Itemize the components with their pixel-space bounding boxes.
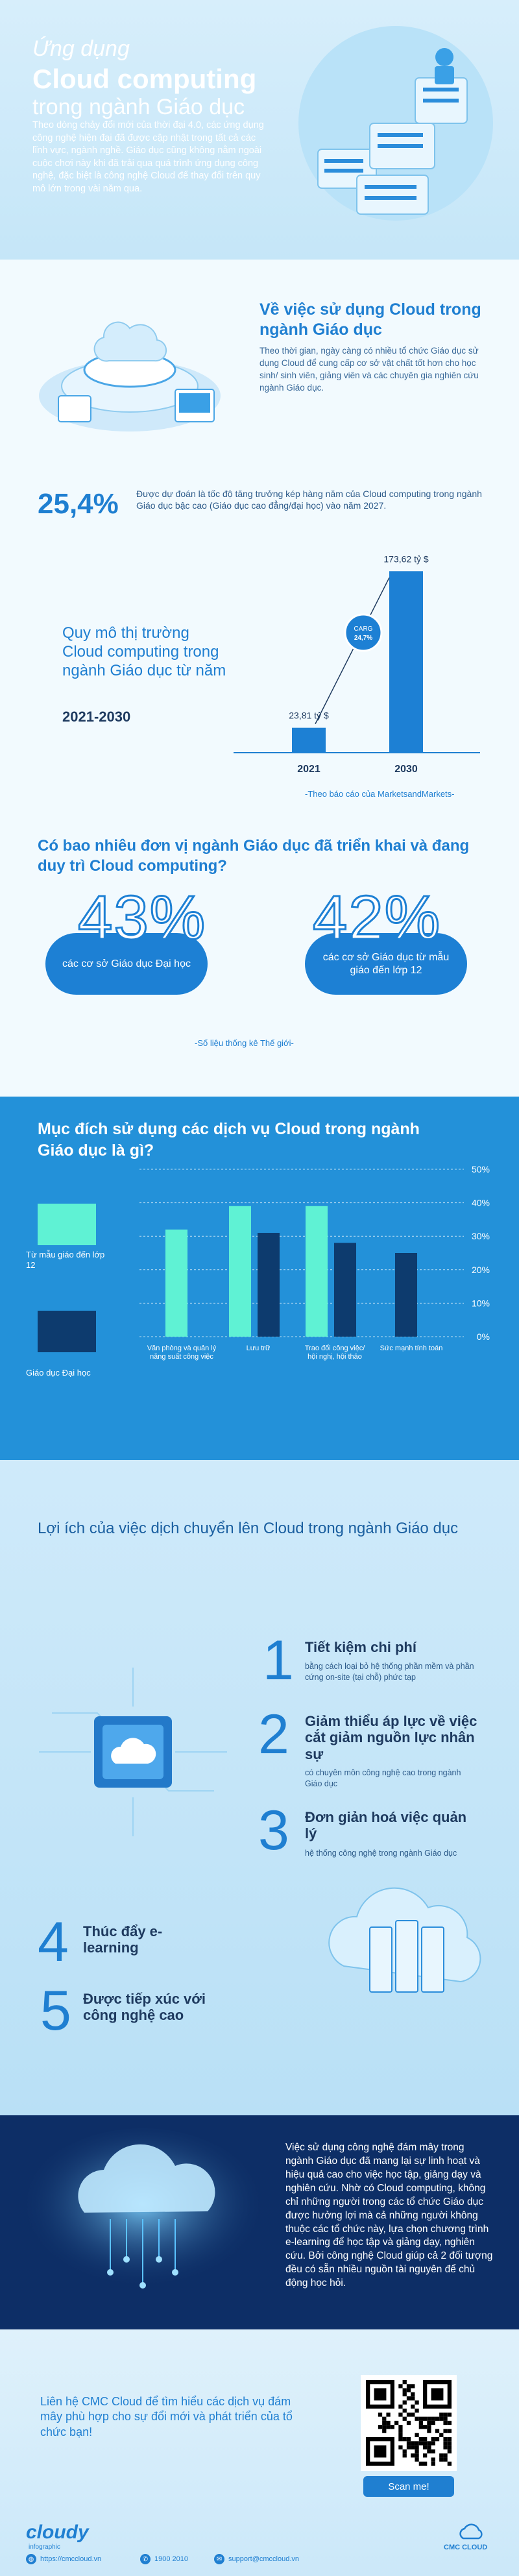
- purpose-bar: [229, 1206, 251, 1337]
- qr-module: [419, 2421, 423, 2425]
- growth-description: Được dự đoán là tốc độ tăng trưởng kép hàng năm của Cloud computing trong ngành Giáo dục bậc cao (Giáo dục cao đẳng/đại học) vào năm 2027.: [136, 489, 482, 511]
- market-value-label: 23,81 tỷ $: [289, 710, 329, 721]
- qr-module: [448, 2462, 452, 2466]
- qr-module: [443, 2446, 447, 2449]
- qr-module: [443, 2441, 447, 2445]
- qr-module: [443, 2429, 447, 2433]
- benefit-3-number: 3: [258, 1799, 289, 1862]
- legend-swatch-k12: [38, 1204, 96, 1245]
- purpose-bar: [258, 1233, 280, 1337]
- qr-module: [448, 2421, 452, 2425]
- qr-module: [411, 2392, 415, 2396]
- qr-module: [439, 2433, 443, 2437]
- qr-module: [403, 2388, 407, 2392]
- category-label: [299, 1344, 370, 1390]
- qr-module: [386, 2412, 390, 2416]
- qr-module: [378, 2425, 382, 2429]
- category-label-text: Trao đổi công việc/ hội nghị, hội thảo: [304, 1344, 365, 1361]
- growth-percent: 25,4%: [38, 488, 119, 520]
- qr-module: [415, 2453, 418, 2457]
- qr-module: [403, 2437, 407, 2441]
- qr-module: [382, 2429, 386, 2433]
- server-stack-illustration: [279, 26, 493, 240]
- qr-module: [427, 2425, 431, 2429]
- header-line3: trong ngành Giáo dục: [32, 95, 245, 119]
- qr-module: [411, 2412, 415, 2416]
- qr-module: [423, 2417, 427, 2421]
- footer-email[interactable]: [214, 2554, 299, 2564]
- benefit-3-desc: hệ thống công nghệ trong ngành Giáo dục: [305, 1849, 457, 1858]
- qr-module: [415, 2433, 418, 2437]
- qr-module: [439, 2453, 443, 2457]
- qr-module: [398, 2425, 402, 2429]
- legend-swatch-university: [38, 1311, 96, 1352]
- units-section: [0, 818, 519, 1097]
- contact-section: [0, 2329, 519, 2576]
- qr-module: [407, 2388, 411, 2392]
- qr-module: [403, 2453, 407, 2457]
- y-tick-label: 0%: [476, 1331, 490, 1342]
- qr-module: [431, 2421, 435, 2425]
- cagr-connector: [315, 577, 389, 723]
- brand-logo-cloudy: cloudy: [26, 2521, 89, 2543]
- qr-module: [443, 2457, 447, 2461]
- qr-module: [411, 2441, 415, 2445]
- qr-module: [435, 2437, 439, 2441]
- footer-phone[interactable]: [140, 2554, 188, 2564]
- qr-module: [419, 2425, 423, 2429]
- qr-module: [443, 2421, 447, 2425]
- benefit-1-title: Tiết kiệm chi phí: [305, 1639, 416, 1655]
- qr-module: [419, 2437, 423, 2441]
- qr-module: [448, 2437, 452, 2441]
- footer-website[interactable]: [26, 2554, 101, 2564]
- benefit-3-title: Đơn giản hoá việc quản lý: [305, 1809, 467, 1842]
- cloud-server-illustration: [311, 1862, 493, 2018]
- footer-website-text: https://cmccloud.vn: [40, 2555, 102, 2563]
- usage-text: Theo thời gian, ngày càng có nhiều tổ chức Giáo dục sử dụng Cloud để cung cấp cơ sở vật chất tốt hơn cho học sinh/ sinh viên, giảng viên và các chuyên gia nghiên cứu ngành Giáo dục.: [260, 346, 479, 393]
- summary-section: [0, 2115, 519, 2329]
- stat1-value: 43%: [78, 883, 207, 953]
- qr-module: [431, 2441, 435, 2445]
- qr-module: [419, 2441, 423, 2445]
- stat1-label: các cơ sở Giáo dục Đại học: [62, 958, 191, 969]
- qr-module: [448, 2441, 452, 2445]
- header-section: [0, 0, 519, 260]
- qr-module: [423, 2441, 427, 2445]
- brand-logo-cmc: CMC CLOUD: [444, 2544, 488, 2551]
- benefit-1-number: 1: [263, 1629, 294, 1692]
- scan-me-button[interactable]: Scan me!: [363, 2476, 454, 2497]
- category-label: [146, 1344, 217, 1390]
- category-label-text: Lưu trữ: [246, 1344, 271, 1352]
- market-section: [0, 467, 519, 818]
- purpose-title: Mục đích sử dụng các dịch vụ Cloud trong ngành Giáo dục là gì?: [38, 1120, 420, 1160]
- cagr-badge: [345, 614, 381, 651]
- footer-phone-text: 1900 2010: [154, 2555, 188, 2563]
- qr-module: [427, 2441, 431, 2445]
- qr-module: [427, 2421, 431, 2425]
- qr-module: [439, 2417, 443, 2421]
- qr-module: [391, 2425, 394, 2429]
- qr-module: [411, 2384, 415, 2388]
- qr-module: [407, 2396, 411, 2400]
- qr-module: [427, 2449, 431, 2453]
- benefit-5-title: Được tiếp xúc với công nghệ cao: [83, 1991, 206, 2024]
- y-tick-label: 10%: [471, 1298, 490, 1309]
- brand-logo-sub: infographic: [29, 2544, 60, 2551]
- purpose-bar-chart: [139, 1161, 503, 1447]
- qr-module: [411, 2405, 415, 2409]
- usage-section: [0, 260, 519, 467]
- benefits-title: Lợi ích của việc dịch chuyển lên Cloud trong ngành Giáo dục: [38, 1520, 459, 1537]
- market-value-label: 173,62 tỷ $: [383, 553, 429, 565]
- qr-module: [427, 2417, 431, 2421]
- market-category-label: 2030: [394, 764, 418, 775]
- qr-module: [435, 2429, 439, 2433]
- cmc-cloud-logo-icon: [458, 2523, 484, 2541]
- qr-module: [423, 2462, 427, 2466]
- qr-module: [443, 2412, 447, 2416]
- qr-module: [382, 2417, 386, 2421]
- benefit-2-desc: có chuyên môn công nghệ cao trong ngành Giáo dục: [305, 1768, 461, 1788]
- qr-module: [386, 2421, 390, 2425]
- qr-module: [448, 2449, 452, 2453]
- purpose-bar: [395, 1253, 417, 1337]
- qr-module: [403, 2417, 407, 2421]
- qr-module: [448, 2412, 452, 2416]
- qr-module: [448, 2446, 452, 2449]
- qr-module: [411, 2446, 415, 2449]
- qr-module: [407, 2446, 411, 2449]
- qr-module: [431, 2437, 435, 2441]
- qr-module: [415, 2441, 418, 2445]
- benefit-2-title: Giảm thiểu áp lực về việc cắt giảm nguồn lực nhân sự: [305, 1713, 477, 1762]
- mail-icon: ✉: [214, 2554, 224, 2564]
- qr-module: [403, 2400, 407, 2404]
- usage-title: Về việc sử dụng Cloud trong ngành Giáo dục: [260, 300, 481, 339]
- qr-finder-core: [374, 2446, 387, 2458]
- qr-module: [398, 2446, 402, 2449]
- qr-module: [407, 2437, 411, 2441]
- qr-module: [427, 2429, 431, 2433]
- purpose-bar: [334, 1243, 356, 1337]
- purpose-section: [0, 1097, 519, 1460]
- qr-module: [415, 2449, 418, 2453]
- qr-module: [394, 2421, 398, 2425]
- qr-module: [443, 2417, 447, 2421]
- qr-module: [415, 2457, 418, 2461]
- cagr-value: 24,7%: [354, 635, 373, 642]
- qr-module: [398, 2412, 402, 2416]
- qr-module: [423, 2453, 427, 2457]
- qr-module: [415, 2400, 418, 2404]
- qr-module: [431, 2449, 435, 2453]
- qr-module: [443, 2453, 447, 2457]
- qr-module: [419, 2462, 423, 2466]
- cloud-chip-illustration: [26, 1655, 240, 1849]
- qr-finder-core: [431, 2388, 444, 2401]
- y-tick-label: 50%: [471, 1164, 490, 1174]
- qr-code-icon: [366, 2380, 452, 2466]
- qr-code[interactable]: [361, 2375, 457, 2471]
- units-source: -Số liệu thống kê Thế giới-: [195, 1038, 294, 1048]
- qr-module: [403, 2380, 407, 2384]
- qr-module: [448, 2429, 452, 2433]
- qr-module: [398, 2429, 402, 2433]
- qr-module: [378, 2412, 382, 2416]
- qr-module: [386, 2425, 390, 2429]
- y-tick-label: 20%: [471, 1264, 490, 1275]
- market-bar-2021: [292, 728, 326, 753]
- cagr-label: CARG: [354, 626, 373, 633]
- phone-icon: ✆: [140, 2554, 151, 2564]
- qr-module: [398, 2405, 402, 2409]
- y-tick-label: 40%: [471, 1197, 490, 1208]
- qr-module: [407, 2412, 411, 2416]
- header-title: Cloud computing: [32, 64, 257, 94]
- qr-module: [403, 2392, 407, 2396]
- category-label: [223, 1344, 294, 1390]
- qr-module: [415, 2446, 418, 2449]
- cloud-platform-illustration: [26, 279, 234, 448]
- benefits-section: [0, 1460, 519, 2115]
- market-category-label: 2021: [297, 764, 320, 775]
- contact-text: Liên hệ CMC Cloud để tìm hiểu các dịch vụ đám mây phù hợp cho sự đổi mới và phát triển của tổ chức bạn!: [40, 2395, 293, 2438]
- qr-module: [398, 2384, 402, 2388]
- qr-module: [411, 2396, 415, 2400]
- qr-module: [431, 2417, 435, 2421]
- header-line1: Ứng dụng: [32, 36, 130, 61]
- benefit-1-desc: bằng cách loại bỏ hệ thống phần mềm và phần cứng on-site (tại chỗ) phức tạp: [305, 1662, 474, 1682]
- y-tick-label: 30%: [471, 1231, 490, 1242]
- qr-module: [403, 2409, 407, 2412]
- benefit-5-number: 5: [40, 1980, 71, 2042]
- market-bar-chart: [234, 539, 480, 785]
- units-title: Có bao nhiêu đơn vị ngành Giáo dục đã triển khai và đang duy trì Cloud computing?: [38, 837, 470, 875]
- qr-module: [415, 2409, 418, 2412]
- qr-module: [423, 2446, 427, 2449]
- qr-module: [435, 2417, 439, 2421]
- globe-icon: ◍: [26, 2554, 36, 2564]
- qr-module: [419, 2417, 423, 2421]
- qr-module: [439, 2412, 443, 2416]
- qr-module: [427, 2446, 431, 2449]
- qr-module: [398, 2437, 402, 2441]
- stat2-label: các cơ sở Giáo dục từ mẫu giáo đến lớp 12: [322, 951, 450, 976]
- header-intro: Theo dòng chảy đổi mới của thời đại 4.0, các ứng dụng công nghệ hiện đại đã được cập nhật trong tất cả các lĩnh vực, ngành nghề. Giáo dục cũng không nằm ngoài cuộc chơi này khi đã trải qua quá trình ứng dụng công nghệ, đặc biệt là công nghệ Cloud để thay đổi trên quy mô lớn trong vài năm qua.: [32, 120, 264, 194]
- qr-module: [403, 2449, 407, 2453]
- qr-module: [407, 2421, 411, 2425]
- benefit-2-number: 2: [258, 1703, 289, 1766]
- category-label: [376, 1344, 447, 1390]
- legend-label-k12: Từ mẫu giáo đến lớp 12: [26, 1250, 105, 1270]
- category-label-text: Văn phòng và quản lý năng suất công việc: [147, 1344, 217, 1361]
- market-source: -Theo báo cáo của MarketsandMarkets-: [305, 789, 455, 799]
- glowing-cloud-illustration: [13, 2128, 272, 2316]
- qr-module: [398, 2433, 402, 2437]
- market-years: 2021-2030: [62, 709, 131, 725]
- legend-label-university: Giáo dục Đại học: [26, 1368, 91, 1378]
- benefit-4-title: Thúc đẩy e-learning: [83, 1923, 163, 1956]
- qr-module: [443, 2437, 447, 2441]
- category-label-text: Sức mạnh tính toán: [380, 1344, 443, 1352]
- qr-module: [423, 2437, 427, 2441]
- qr-module: [407, 2384, 411, 2388]
- qr-module: [382, 2425, 386, 2429]
- benefit-4-number: 4: [38, 1911, 69, 1973]
- market-label: Quy mô thị trường Cloud computing trong ngành Giáo dục từ năm: [62, 624, 226, 679]
- market-bar-2030: [389, 571, 423, 753]
- qr-module: [411, 2453, 415, 2457]
- qr-module: [415, 2417, 418, 2421]
- qr-module: [431, 2462, 435, 2466]
- qr-module: [407, 2441, 411, 2445]
- qr-finder-core: [374, 2388, 387, 2401]
- stat2-value: 42%: [313, 883, 442, 953]
- footer-email-text: support@cmccloud.vn: [228, 2555, 299, 2563]
- qr-module: [439, 2457, 443, 2461]
- summary-text: Việc sử dụng công nghệ đám mây trong ngành Giáo dục đã mang lại sự linh hoạt và hiệu quả cao cho việc học tập, giảng dạy và nghiên cứu. Nhờ có Cloud computing, không chỉ những người trong các tổ chức Giáo dục được hưởng lợi mà cả những người không thuộc các tổ chức này, lựa chọn chương trình e-learning để học tập và giảng dạy, nghiên cứu. Bởi công nghệ Cloud giúp cả 2 đối tượng đều có sẵn nhiều nguồn tài nguyên để chủ động học hỏi.: [285, 2142, 493, 2289]
- qr-module: [431, 2457, 435, 2461]
- qr-module: [423, 2425, 427, 2429]
- purpose-bar: [165, 1230, 187, 1337]
- purpose-bar: [306, 1206, 328, 1337]
- qr-module: [382, 2421, 386, 2425]
